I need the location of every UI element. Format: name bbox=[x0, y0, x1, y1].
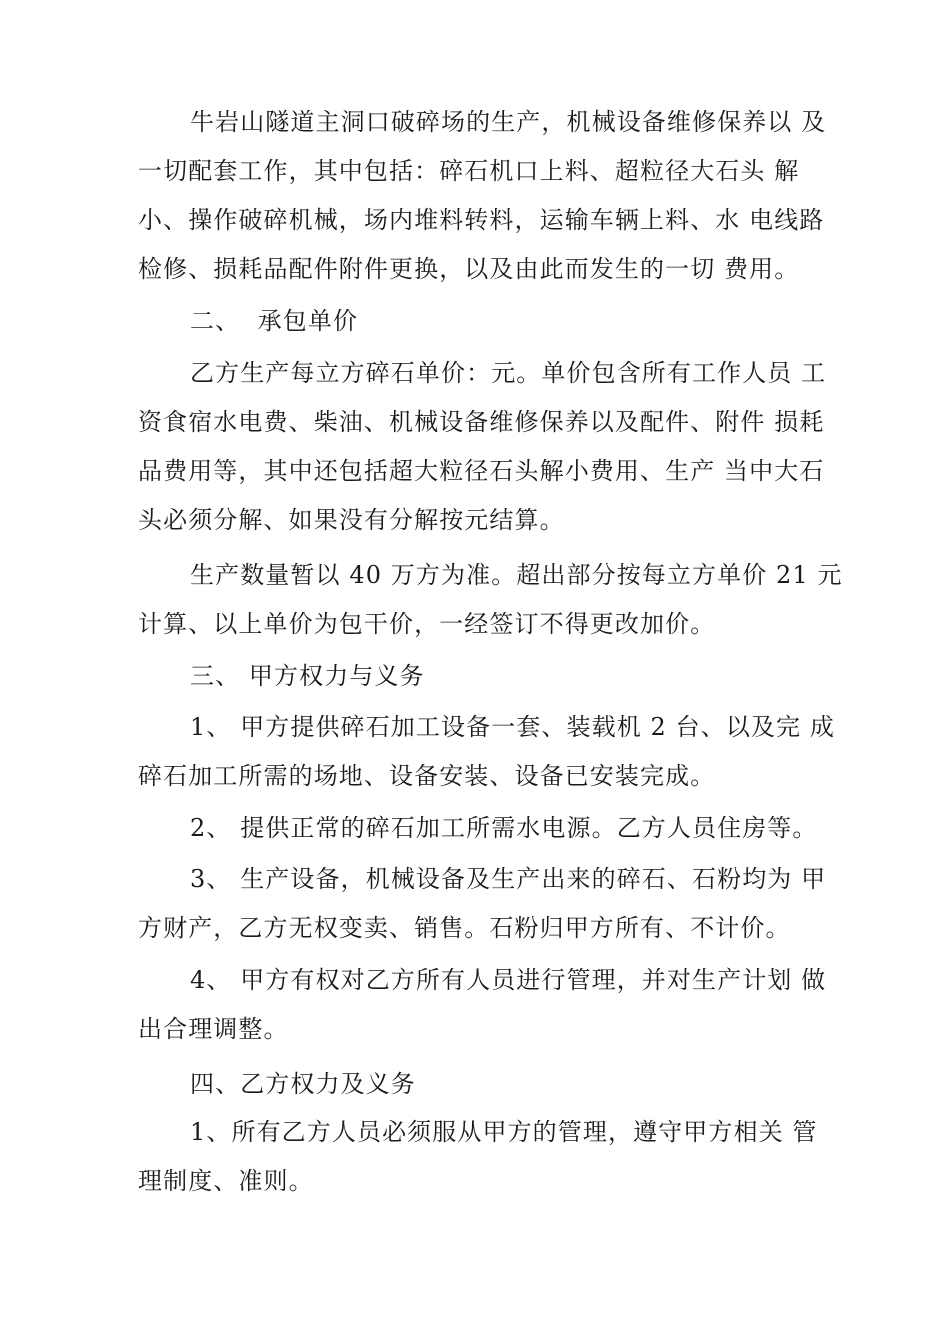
paragraph-line: 出合理调整。 bbox=[138, 1015, 289, 1043]
paragraph-line: 碎石加工所需的场地、设备安装、设备已安装完成。 bbox=[138, 762, 716, 790]
section-heading: 二、 承包单价 bbox=[190, 307, 359, 335]
paragraph-line: 品费用等，其中还包括超大粒径石头解小费用、生产 当中大石 bbox=[138, 457, 825, 485]
section-heading: 四、乙方权力及义务 bbox=[190, 1070, 416, 1098]
paragraph-line: 1、 甲方提供碎石加工设备一套、装载机 2 台、以及完 成 bbox=[190, 713, 835, 741]
paragraph-line: 理制度、准则。 bbox=[138, 1167, 314, 1195]
paragraph-line: 乙方生产每立方碎石单价：元。单价包含所有工作人员 工 bbox=[190, 359, 827, 387]
paragraph-line: 牛岩山隧道主洞口破碎场的生产，机械设备维修保养以 及 bbox=[190, 108, 827, 136]
paragraph-line: 检修、损耗品配件附件更换，以及由此而发生的一切 费用。 bbox=[138, 255, 800, 283]
paragraph-line: 小、操作破碎机械，场内堆料转料，运输车辆上料、水 电线路 bbox=[138, 206, 825, 234]
paragraph-line: 生产数量暂以 40 万方为准。超出部分按每立方单价 21 元 bbox=[190, 561, 843, 589]
paragraph-line: 3、 生产设备，机械设备及生产出来的碎石、石粉均为 甲 bbox=[190, 865, 827, 893]
paragraph-line: 2、 提供正常的碎石加工所需水电源。乙方人员住房等。 bbox=[190, 814, 818, 842]
paragraph-line: 1、所有乙方人员必须服从甲方的管理，遵守甲方相关 管 bbox=[190, 1118, 818, 1146]
paragraph-line: 资食宿水电费、柴油、机械设备维修保养以及配件、附件 损耗 bbox=[138, 408, 825, 436]
paragraph-line: 头必须分解、如果没有分解按元结算。 bbox=[138, 506, 565, 534]
paragraph-line: 一切配套工作，其中包括：碎石机口上料、超粒径大石头 解 bbox=[138, 157, 800, 185]
section-heading: 三、 甲方权力与义务 bbox=[190, 662, 425, 690]
paragraph-line: 计算、以上单价为包干价，一经签订不得更改加价。 bbox=[138, 610, 716, 638]
paragraph-line: 方财产，乙方无权变卖、销售。石粉归甲方所有、不计价。 bbox=[138, 914, 791, 942]
paragraph-line: 4、 甲方有权对乙方所有人员进行管理，并对生产计划 做 bbox=[190, 966, 827, 994]
